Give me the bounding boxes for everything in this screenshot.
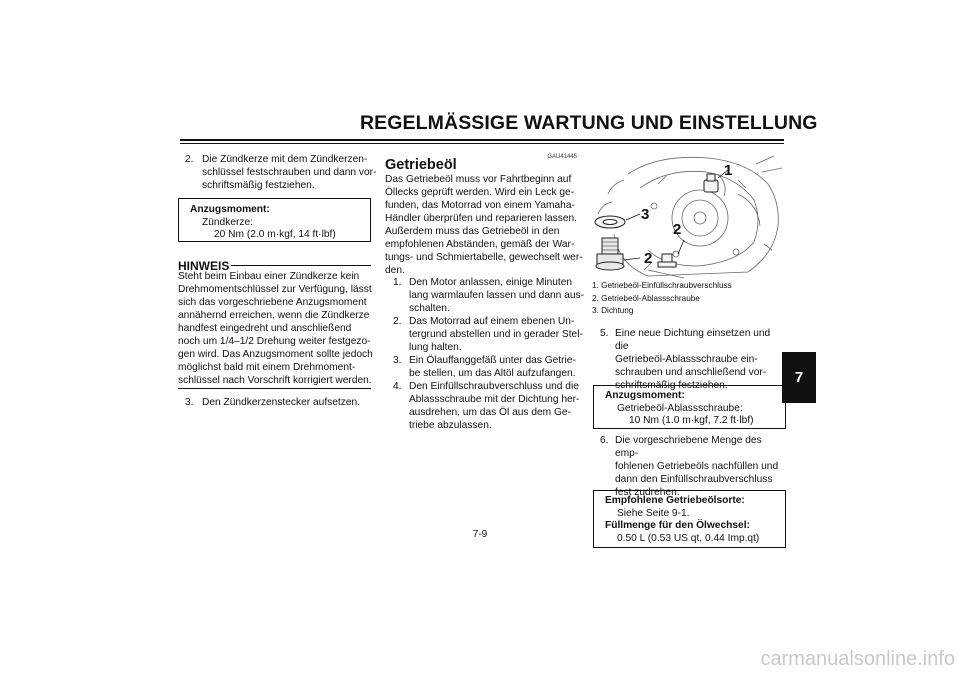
- oil-capacity-title: Füllmenge für den Ölwechsel:: [605, 520, 750, 531]
- hinweis-line: sich das vorgeschriebene Anzugsmoment: [178, 297, 367, 308]
- hinweis-rule: [231, 265, 371, 266]
- torque-box-drain-bolt: [593, 385, 786, 429]
- hinweis-line: gen wird. Das Anzugsmoment sollte jedoch: [178, 349, 373, 360]
- step-line: Ablassschraube mit der Dichtung her-: [409, 394, 580, 405]
- hinweis-line: schlüssel nach Vorschrift korrigiert werden.: [178, 375, 372, 386]
- step-number: 3.: [185, 397, 194, 408]
- step-line: Getriebeöl-Ablassschraube ein-: [615, 354, 758, 365]
- transmission-oil-illustration: [588, 154, 784, 280]
- oil-spec-title: Empfohlene Getriebeölsorte:: [605, 495, 745, 506]
- hinweis-text: [178, 270, 378, 387]
- oil-spec-value: Siehe Seite 9-1.: [617, 507, 690, 519]
- step-line: dann den Einfüllschraubverschluss: [615, 474, 773, 485]
- torque-box-title: Anzugsmoment:: [605, 390, 685, 401]
- hinweis-line: handfest eingedreht und anschließend: [178, 323, 352, 334]
- step-number: 5.: [600, 328, 609, 339]
- step-line: Das Motorrad auf einem ebenen Un-: [409, 316, 575, 327]
- figure-label-2-loose: 2: [644, 250, 653, 267]
- intro-line: funden, das Motorrad von einem Yamaha-: [385, 200, 575, 211]
- torque-box-item: Zündkerze:: [202, 216, 253, 228]
- step-line: tergrund abstellen und in gerader Stel-: [409, 329, 583, 340]
- step-text: [202, 153, 376, 192]
- step-text: [409, 315, 583, 354]
- step-line: ausdrehen, um das Öl aus dem Ge-: [409, 407, 571, 418]
- hinweis-line: möglichst bald mit einem Drehmoment-: [178, 362, 356, 373]
- intro-line: Das Getriebeöl muss vor Fahrtbeginn auf: [385, 174, 572, 185]
- step-number: 4.: [393, 381, 402, 392]
- chapter-tab: 7: [782, 352, 816, 403]
- step-line: be stellen, um das Altöl aufzufangen.: [409, 368, 576, 379]
- hinweis-title: HINWEIS: [178, 259, 230, 273]
- oil-spec-box: [593, 490, 786, 548]
- caption-item: 2. Getriebeöl-Ablassschraube: [592, 293, 700, 303]
- torque-box-title: Anzugsmoment:: [190, 204, 270, 215]
- hinweis-line: noch um 1/4–1/2 Drehung weiter festgezo-: [178, 336, 371, 347]
- step-line: Den Motor anlassen, einige Minuten: [409, 277, 573, 288]
- figure-label-1: 1: [724, 162, 733, 179]
- header-rule: [180, 139, 784, 141]
- step-line: Den Einfüllschraubverschluss und die: [409, 381, 579, 392]
- intro-line: tungs- und Schmiertabelle, gewechselt wer-: [385, 252, 583, 263]
- step-number: 2.: [185, 154, 194, 165]
- step-line: Ein Ölauffanggefäß unter das Getrie-: [409, 355, 576, 366]
- caption-item: 3. Dichtung: [592, 306, 634, 316]
- step-number: 2.: [393, 316, 402, 327]
- intro-line: Außerdem muss das Getriebeöl in den: [385, 226, 560, 237]
- step-line: fohlenen Getriebeöls nachfüllen und: [615, 461, 779, 472]
- torque-box-value: 10 Nm (1.0 m·kgf, 7.2 ft·lbf): [629, 415, 754, 426]
- intro-line: Öllecks geprüft werden. Wird ein Leck ge-: [385, 187, 575, 198]
- torque-box-spark-plug: [178, 198, 371, 242]
- step-line: Die vorgeschriebene Menge des emp-: [615, 435, 762, 459]
- step-line: Die Zündkerze mit dem Zündkerzen-: [202, 154, 368, 165]
- step-line: schriftsmäßig festziehen.: [202, 180, 315, 191]
- hinweis-line: Steht beim Einbau einer Zündkerze kein: [178, 271, 360, 282]
- intro-line: Händler überprüfen und reparieren lassen.: [385, 213, 577, 224]
- step-line: triebe abzulassen.: [409, 420, 492, 431]
- page-header-title: REGELMÄSSIGE WARTUNG UND EINSTELLUNG: [360, 112, 818, 134]
- step-line: schrauben und anschließend vor-: [615, 367, 767, 378]
- step-line: lang warmlaufen lassen und dann aus-: [409, 290, 584, 301]
- section-intro: [385, 173, 585, 277]
- section-heading: Getriebeöl: [385, 157, 457, 173]
- page-number: 7-9: [472, 529, 488, 540]
- figure-label-2-engine: 2: [673, 221, 682, 238]
- step-number: 3.: [393, 355, 402, 366]
- torque-box-item: Getriebeöl-Ablassschraube:: [617, 402, 743, 414]
- step-number: 6.: [600, 435, 609, 446]
- step-line: Eine neue Dichtung einsetzen und die: [615, 328, 771, 352]
- step-text: [409, 276, 584, 315]
- watermark: carmanualsonline.info: [760, 648, 955, 670]
- step-line: lung halten.: [409, 342, 462, 353]
- figure-captions: [592, 280, 787, 318]
- step-text: [409, 354, 576, 380]
- hinweis-bottom-rule: [178, 388, 371, 389]
- step-line: schlüssel festschrauben und dann vor-: [202, 167, 377, 178]
- intro-line: empfohlenen Abständen, gemäß der War-: [385, 239, 575, 250]
- step-text: Den Zündkerzenstecker aufsetzen.: [202, 397, 360, 408]
- hinweis-line: annähernd erreichen, wenn die Zündkerze: [178, 310, 370, 321]
- section-code: GAU41445: [547, 154, 577, 160]
- figure-label-3: 3: [641, 206, 650, 223]
- hinweis-line: Drehmomentschlüssel zur Verfügung, lässt: [178, 284, 372, 295]
- step-text: [409, 380, 579, 432]
- torque-box-value: 20 Nm (2.0 m·kgf, 14 ft·lbf): [214, 229, 336, 240]
- oil-capacity-value: 0.50 L (0.53 US qt, 0.44 Imp.qt): [617, 532, 760, 544]
- step-text: [615, 327, 786, 392]
- step-number: 1.: [393, 277, 402, 288]
- header-rule-thin: [180, 143, 784, 144]
- step-line: schalten.: [409, 303, 450, 314]
- intro-line: den.: [385, 265, 405, 276]
- step-line: fest zudrehen.: [615, 487, 680, 498]
- caption-item: 1. Getriebeöl-Einfüllschraubverschluss: [592, 281, 732, 290]
- step-line: schriftsmäßig festziehen.: [615, 380, 728, 391]
